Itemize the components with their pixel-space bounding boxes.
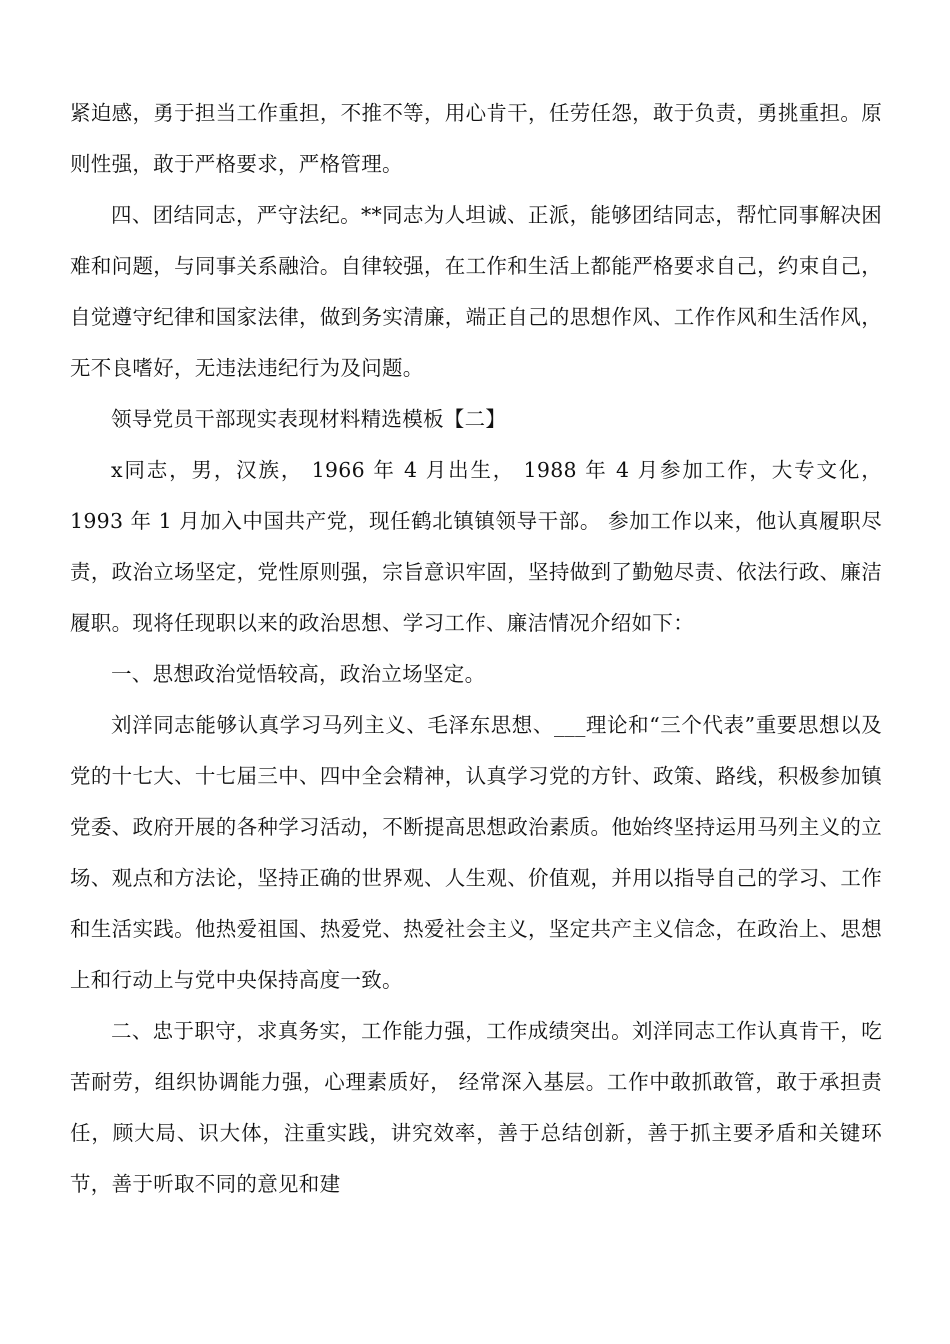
paragraph-section-two: 二、忠于职守，求真务实，工作能力强，工作成绩突出。刘洋同志工作认真肯干，吃苦耐劳，组织协调能力强，心理素质好， 经常深入基层。工作中敢抓敢管，敢于承担责任，顾大局、识大体，注重实践，讲究效率，善于总结创新，善于抓主要矛盾和关键环节，善于听取不同的意见和建: [70, 1019, 882, 1196]
paragraph-profile: x同志，男，汉族， 1966 年 4 月出生， 1988 年 4 月参加工作，大专文化，1993 年 1 月加入中国共产党，现任鹤北镇镇领导干部。 参加工作以来，他认真履职尽责，政治立场坚定，党性原则强，宗旨意识牢固，坚持做到了勤勉尽责、依法行政、廉洁履职。现将任现职以来的政治思想、学习工作、廉洁情况介绍如下：: [70, 458, 882, 635]
paragraph-political-study: 刘洋同志能够认真学习马列主义、毛泽东思想、___理论和“三个代表”重要思想以及党的十七大、十七届三中、四中全会精神，认真学习党的方针、政策、路线，积极参加镇党委、政府开展的各种学习活动，不断提高思想政治素质。他始终坚持运用马列主义的立场、观点和方法论，坚持正确的世界观、人生观、价值观，并用以指导自己的学习、工作和生活实践。他热爱祖国、热爱党、热爱社会主义，坚定共产主义信念，在政治上、思想上和行动上与党中央保持高度一致。: [70, 713, 882, 992]
template-heading: 领导党员干部现实表现材料精选模板【二】: [111, 407, 507, 431]
paragraph-section-one-heading: 一、思想政治觉悟较高，政治立场坚定。: [111, 662, 486, 686]
paragraph-section-four: 四、团结同志，严守法纪。**同志为人坦诚、正派，能够团结同志，帮忙同事解决困难和问题，与同事关系融洽。自律较强，在工作和生活上都能严格要求自己，约束自己，自觉遵守纪律和国家法律，做到务实清廉，端正自己的思想作风、工作作风和生活作风，无不良嗜好，无违法违纪行为及问题。: [70, 203, 882, 380]
document-body: [70, 88, 882, 1210]
paragraph-continuation: 紧迫感，勇于担当工作重担，不推不等，用心肯干，任劳任怨，敢于负责，勇挑重担。原则性强，敢于严格要求，严格管理。: [70, 101, 882, 176]
